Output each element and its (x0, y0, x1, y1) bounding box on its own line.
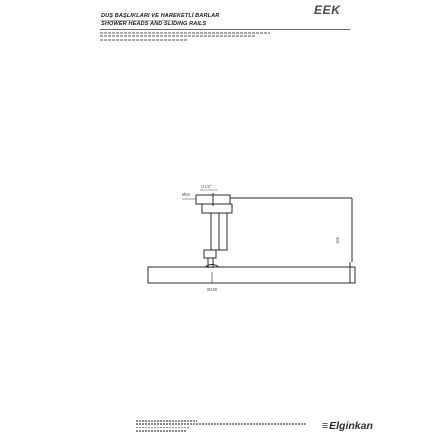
brand-logo-bottom (322, 420, 373, 432)
brand-mark-icon: ≡ (322, 420, 329, 432)
brand-logo-top: EEK (314, 3, 341, 17)
header-title-english: SHOWER HEADS AND SLIDING RAILS (101, 21, 207, 27)
connector-body (202, 204, 232, 213)
brand-name: Elginkan (329, 420, 373, 432)
footer-line (136, 430, 187, 432)
dim-label-width: Ø400 (207, 287, 218, 292)
footer-line (136, 427, 190, 429)
dim-label-small: Ø65 (182, 192, 190, 197)
footer-line (136, 420, 197, 422)
dim-label-height: 166 (335, 237, 340, 244)
width-dimension-frame (148, 267, 355, 283)
head-joint (204, 250, 216, 258)
dim-label-connector: G1/2" (201, 184, 212, 189)
header-title-turkish: DUŞ BAŞLIKLARI VE HAREKETLİ BARLAR (101, 13, 220, 19)
footer-line (136, 423, 306, 425)
footer-fine-print (136, 420, 306, 434)
